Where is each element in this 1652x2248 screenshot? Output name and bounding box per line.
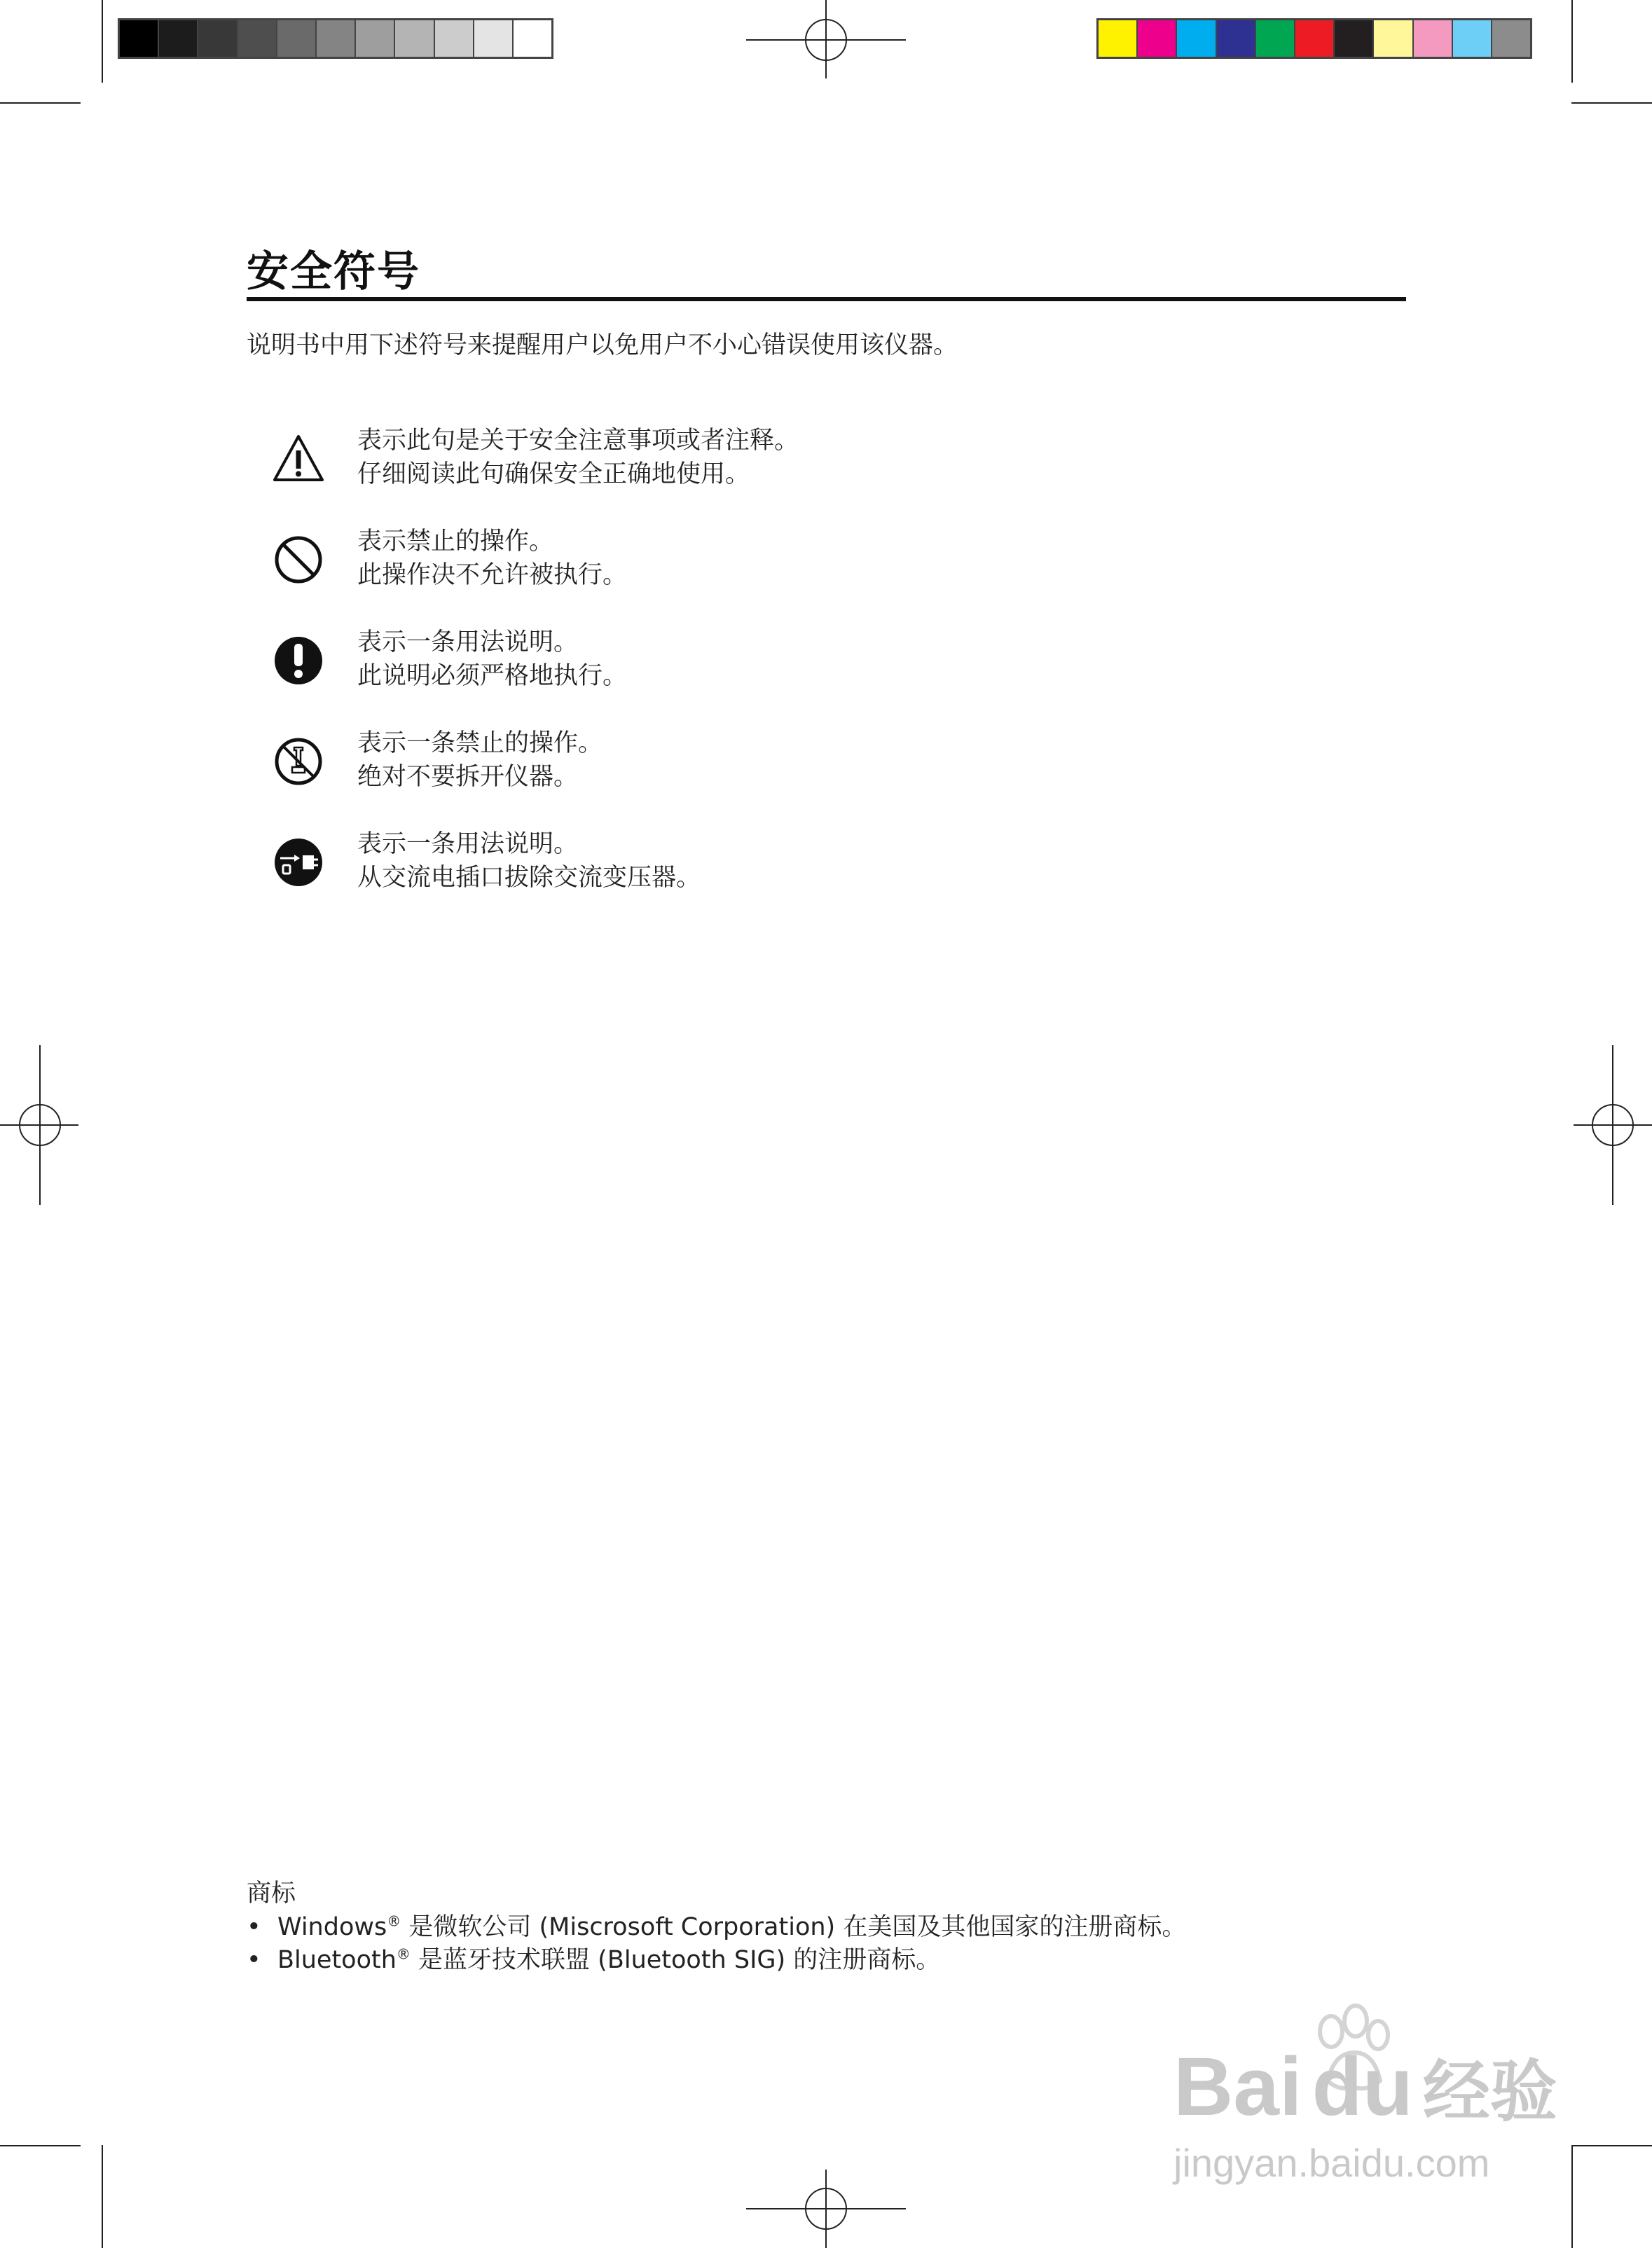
trademark-text: 是微软公司 (Miscrosoft Corporation) 在美国及其他国家的注册商标。 [401, 1913, 1187, 1941]
brand-name: Bluetooth [277, 1946, 397, 1974]
grayscale-swatch [277, 20, 317, 57]
symbol-row-prohibited [273, 525, 1254, 602]
color-swatch [1138, 20, 1177, 57]
crop-mark [1571, 0, 1573, 83]
grayscale-swatch [159, 20, 198, 57]
watermark-brand: Bai [1173, 2041, 1302, 2133]
do-not-disassemble-icon [273, 736, 324, 787]
symbol-description: 表示一条禁止的操作。 绝对不要拆开仪器。 [357, 729, 603, 791]
color-swatch [1256, 20, 1295, 57]
crop-mark [0, 102, 81, 104]
color-bar [1096, 18, 1532, 59]
page-title: 安全符号 [247, 247, 420, 296]
grayscale-swatch [238, 20, 277, 57]
watermark-cn: 经验 [1422, 2053, 1557, 2131]
color-swatch [1335, 20, 1374, 57]
grayscale-swatch [198, 20, 238, 57]
registration-mark-circle [19, 1104, 61, 1146]
symbol-row-unplug [273, 827, 1254, 904]
color-swatch [1177, 20, 1216, 57]
unplug-adapter-icon [273, 837, 324, 888]
crop-mark [102, 2145, 103, 2248]
crop-mark [0, 2145, 81, 2146]
watermark-url: jingyan.baidu.com [1173, 2141, 1490, 2185]
crop-mark [1571, 2145, 1652, 2146]
bullet: • [247, 1946, 261, 1974]
trademark-text: 是蓝牙技术联盟 (Bluetooth SIG) 的注册商标。 [410, 1946, 941, 1974]
symbol-description: 表示一条用法说明。 从交流电插口拔除交流变压器。 [357, 830, 701, 892]
grayscale-swatch [514, 20, 551, 57]
color-swatch [1295, 20, 1335, 57]
color-swatch [1492, 20, 1530, 57]
crop-mark [102, 0, 103, 83]
registration-mark-circle [805, 2188, 847, 2230]
trademark-item [247, 1908, 1186, 1943]
symbol-row-mandatory [273, 626, 1254, 703]
crop-mark [1571, 102, 1652, 104]
color-swatch [1217, 20, 1256, 57]
grayscale-swatch [120, 20, 159, 57]
symbol-row-no-disassemble [273, 726, 1254, 804]
registered-mark: ® [387, 1912, 401, 1930]
symbol-row-warning [273, 424, 1254, 501]
color-swatch [1374, 20, 1413, 57]
symbol-description: 表示此句是关于安全注意事项或者注释。 仔细阅读此句确保安全正确地使用。 [357, 427, 799, 488]
grayscale-bar [118, 18, 553, 59]
registration-mark-circle [805, 19, 847, 61]
exclamation-mandatory-icon [273, 635, 324, 686]
bullet: • [247, 1913, 261, 1941]
grayscale-swatch [356, 20, 395, 57]
grayscale-swatch [435, 20, 474, 57]
color-swatch [1099, 20, 1138, 57]
registration-mark-circle [1592, 1104, 1634, 1146]
warning-triangle-icon [273, 434, 324, 484]
registered-mark: ® [396, 1945, 411, 1963]
color-swatch [1453, 20, 1492, 57]
grayscale-swatch [395, 20, 434, 57]
trademark-item [247, 1940, 940, 1975]
title-underline [247, 297, 1406, 301]
symbol-description: 表示一条用法说明。 此说明必须严格地执行。 [357, 628, 628, 690]
prohibited-circle-icon [273, 535, 324, 585]
intro-text: 说明书中用下述符号来提醒用户以免用户不小心错误使用该仪器。 [247, 331, 958, 359]
grayscale-swatch [474, 20, 514, 57]
trademarks-heading: 商标 [247, 1880, 296, 1908]
color-swatch [1414, 20, 1453, 57]
grayscale-swatch [317, 20, 356, 57]
watermark-brand-2: du [1312, 2041, 1413, 2133]
brand-name: Windows [277, 1913, 387, 1941]
crop-mark [1571, 2145, 1573, 2248]
symbol-description: 表示禁止的操作。 此操作决不允许被执行。 [357, 527, 628, 589]
